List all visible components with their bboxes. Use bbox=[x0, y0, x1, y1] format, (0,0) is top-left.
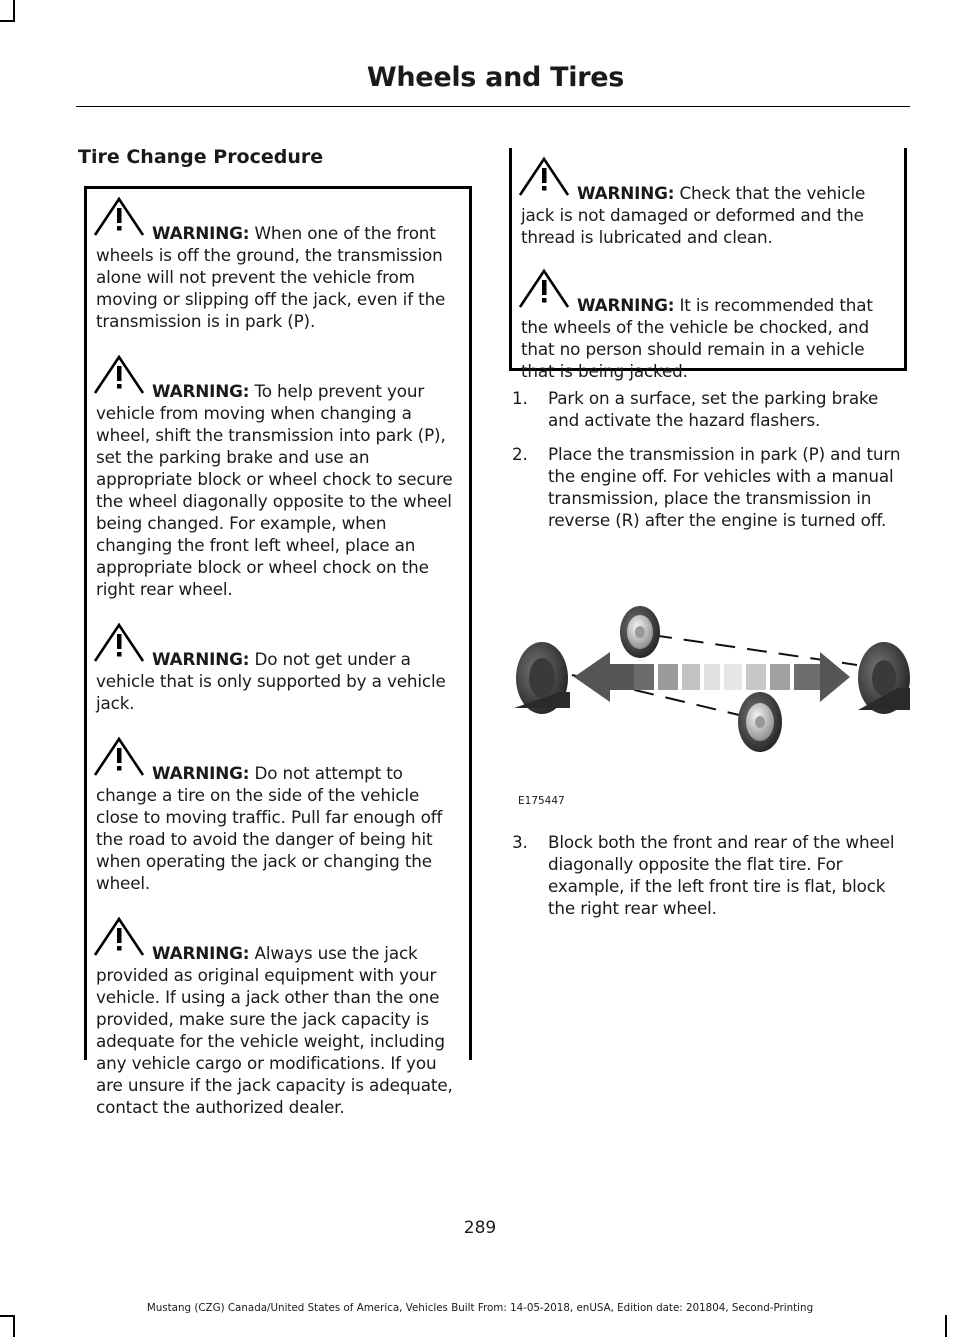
figure-id: E175447 bbox=[518, 795, 565, 807]
warning-text: Do not attempt to change a tire on the side of the vehicle close to moving traffic. Pull far enough off the road to avoid the danger of being hit when operating the jack or changing the wheel. bbox=[96, 763, 443, 893]
warning-item bbox=[96, 762, 463, 894]
page-footer: Mustang (CZG) Canada/United States of America, Vehicles Built From: 14-05-2018, enUSA, Edition date: 201804, Second-Printing bbox=[146, 1302, 814, 1314]
crop-mark bbox=[13, 1315, 15, 1337]
warning-label: WARNING: bbox=[577, 183, 675, 203]
warning-text: Check that the vehicle jack is not damaged or deformed and the thread is lubricated and clean. bbox=[521, 183, 866, 247]
step-number: 3. bbox=[512, 832, 528, 852]
warning-triangle-icon bbox=[93, 195, 145, 237]
warning-label: WARNING: bbox=[577, 295, 675, 315]
warning-item bbox=[96, 942, 463, 1118]
warning-triangle-icon bbox=[93, 621, 145, 663]
wheel-front-left-icon bbox=[514, 642, 570, 714]
crop-mark bbox=[13, 0, 15, 22]
step-number: 2. bbox=[512, 444, 528, 464]
warning-triangle-icon bbox=[518, 155, 570, 197]
procedure-step bbox=[512, 443, 910, 531]
warning-item bbox=[521, 294, 898, 382]
warning-label: WARNING: bbox=[152, 649, 250, 669]
warning-item bbox=[96, 380, 463, 600]
warning-triangle-icon bbox=[93, 735, 145, 777]
wheel-front-right-icon bbox=[620, 606, 660, 658]
warning-box-left bbox=[84, 186, 472, 1117]
warning-box-top-rule bbox=[87, 186, 469, 189]
warning-triangle-icon bbox=[93, 353, 145, 395]
warning-label: WARNING: bbox=[152, 223, 250, 243]
warning-item bbox=[521, 182, 898, 248]
page-number: 289 bbox=[463, 1218, 497, 1238]
warning-label: WARNING: bbox=[152, 381, 250, 401]
section-title: Tire Change Procedure bbox=[78, 146, 324, 168]
step-text: Block both the front and rear of the wheel diagonally opposite the flat tire. For example, if the left front tire is flat, block the right rear wheel. bbox=[548, 832, 895, 918]
procedure-step bbox=[512, 387, 910, 431]
step-text: Place the transmission in park (P) and turn the engine off. For vehicles with a manual transmission, place the transmission in reverse (R) after the engine is turned off. bbox=[548, 444, 901, 530]
warning-label: WARNING: bbox=[152, 943, 250, 963]
procedure-step bbox=[512, 831, 910, 919]
procedure-steps-continued bbox=[512, 831, 910, 931]
crop-mark bbox=[0, 1315, 15, 1317]
wheel-rear-left-icon bbox=[738, 692, 782, 752]
warning-text: Do not get under a vehicle that is only supported by a vehicle jack. bbox=[96, 649, 446, 713]
warning-text: Always use the jack provided as original equipment with your vehicle. If using a jack other than the one provided, make sure the jack capacity is adequate for the vehicle weight, including any vehicle cargo or modifications. If you are unsure if the jack capacity is adequate, contact the authorized dealer. bbox=[96, 943, 453, 1117]
crop-mark bbox=[945, 1315, 947, 1337]
warning-text: It is recommended that the wheels of the vehicle be chocked, and that no person should remain in a vehicle that is being jacked. bbox=[521, 295, 873, 381]
warning-triangle-icon bbox=[518, 267, 570, 309]
wheel-rear-right-icon bbox=[858, 642, 910, 714]
warning-text: When one of the front wheels is off the ground, the transmission alone will not prevent the vehicle from moving or slipping off the jack, even if the transmission is in park (P). bbox=[96, 223, 446, 331]
warning-triangle-icon bbox=[93, 915, 145, 957]
warning-text: To help prevent your vehicle from moving when changing a wheel, shift the transmission into park (P), set the parking brake and use an appropriate block or wheel chock to secure the wheel diagonally opposite to the wheel being changed. For example, when changing the front left wheel, place an appropriate block or wheel chock on the right rear wheel. bbox=[96, 381, 453, 599]
warning-item bbox=[96, 222, 463, 332]
page-header-title: Wheels and Tires bbox=[366, 62, 624, 93]
warning-item bbox=[96, 648, 463, 714]
double-arrow-icon bbox=[574, 652, 850, 702]
header-rule bbox=[76, 106, 910, 107]
step-number: 1. bbox=[512, 388, 528, 408]
wheel-chock-diagram bbox=[512, 560, 912, 820]
warning-label: WARNING: bbox=[152, 763, 250, 783]
step-text: Park on a surface, set the parking brake and activate the hazard flashers. bbox=[548, 388, 879, 430]
procedure-steps bbox=[512, 387, 910, 543]
crop-mark bbox=[0, 20, 15, 22]
warning-box-right bbox=[509, 148, 907, 381]
